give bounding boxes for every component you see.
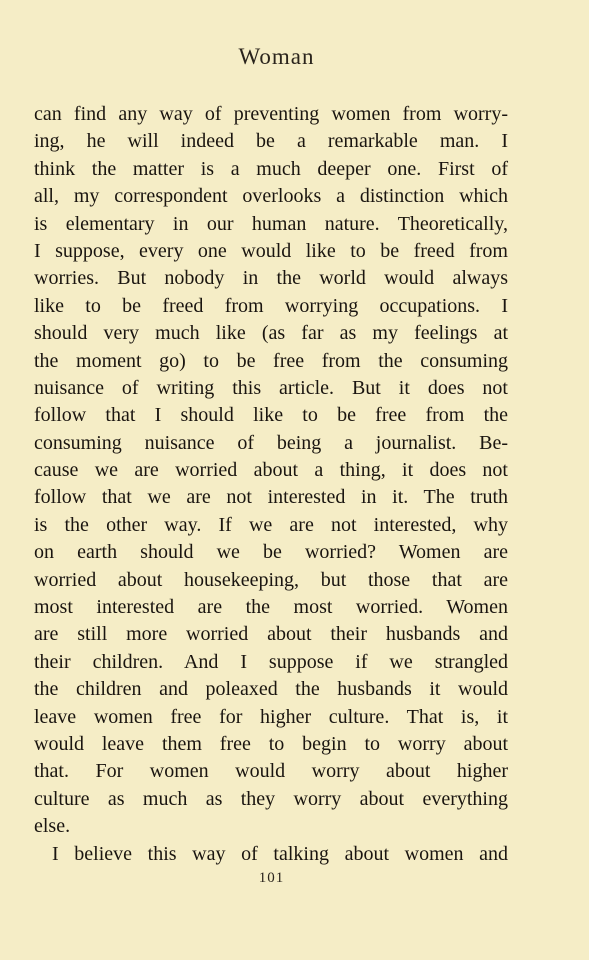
text-line: like to be freed from worrying occupations. I <box>34 294 508 317</box>
text-line: is elementary in our human nature. Theoretically, <box>34 212 508 235</box>
text-line: is the other way. If we are not interested, why <box>34 513 508 536</box>
page-number: 101 <box>258 870 285 886</box>
text-line-paragraph-start: I believe this way of talking about women and <box>52 842 508 865</box>
text-line: the moment go) to be free from the consuming <box>34 349 508 372</box>
text-line: are still more worried about their husbands and <box>34 623 508 646</box>
text-line: cause we are worried about a thing, it does not <box>34 459 508 482</box>
text-line-paragraph-end: else. <box>34 815 71 838</box>
text-line: would leave them free to begin to worry about <box>34 732 508 755</box>
text-line: follow that we are not interested in it. The truth <box>34 486 508 509</box>
text-line: I suppose, every one would like to be freed from <box>34 239 508 262</box>
text-line: all, my correspondent overlooks a distinction which <box>34 185 508 208</box>
text-line: nuisance of writing this article. But it does not <box>34 376 508 399</box>
text-line: leave women free for higher culture. That is, it <box>34 705 508 728</box>
text-line: can find any way of preventing women from worry- <box>34 103 508 125</box>
text-line: worried about housekeeping, but those that are <box>34 568 508 591</box>
text-line: should very much like (as far as my feelings at <box>34 322 508 345</box>
body-text <box>34 101 508 868</box>
text-line: their children. And I suppose if we strangled <box>34 650 508 673</box>
text-line: that. For women would worry about higher <box>34 760 508 783</box>
text-line: follow that I should like to be free from the <box>34 404 508 427</box>
text-line: worries. But nobody in the world would always <box>34 267 508 290</box>
text-line: culture as much as they worry about everything <box>34 787 508 810</box>
text-line: ing, he will indeed be a remarkable man. I <box>34 130 508 153</box>
running-head: Woman <box>238 44 315 69</box>
text-line: on earth should we be worried? Women are <box>34 541 508 564</box>
text-line: the children and poleaxed the husbands it would <box>34 678 508 701</box>
text-line: think the matter is a much deeper one. First of <box>34 157 508 180</box>
text-line: consuming nuisance of being a journalist. Be- <box>34 431 508 454</box>
text-line: most interested are the most worried. Women <box>34 596 508 619</box>
